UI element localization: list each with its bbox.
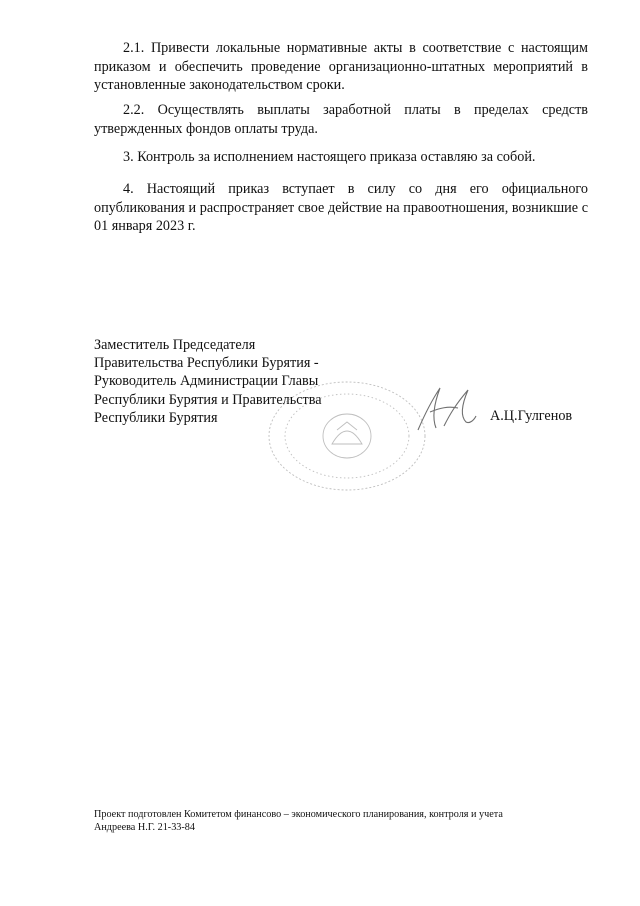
signatory-title-line: Руководитель Администрации Главы (94, 373, 319, 390)
signatory-title-line: Республики Бурятия (94, 409, 218, 426)
footer-contact: Андреева Н.Г. 21-33-84 (94, 822, 195, 833)
document-footer (94, 808, 503, 834)
paragraph-2-1: 2.1. Привести локальные нормативные акты в соответствие с настоящим приказом и обеспечить проведение организационно-штатных мероприятий в установленные законодательством сроки. (94, 40, 588, 94)
footer-prepared-by: Проект подготовлен Комитетом финансово – экономического планирования, контроля и учета (94, 809, 503, 820)
paragraph-3: 3. Контроль за исполнением настоящего приказа оставляю за собой. (123, 149, 536, 165)
official-stamp-icon (262, 378, 432, 498)
paragraph-2-2: 2.2. Осуществлять выплаты заработной платы в пределах средств утвержденных фондов оплаты труда. (94, 102, 588, 137)
signatory-title-line: Заместитель Председателя (94, 337, 256, 353)
paragraph-4: 4. Настоящий приказ вступает в силу со дня его официального опубликования и распространяет свое действие на правоотношения, возникшие с 01 января 2023 г. (94, 181, 588, 235)
signatory-name: А.Ц.Гулгенов (490, 408, 573, 424)
handwritten-signature-icon (410, 378, 480, 438)
signatory-title-line: Республики Бурятия и Правительства (94, 391, 322, 408)
signatory-title-line: Правительства Республики Бурятия - (94, 355, 319, 372)
